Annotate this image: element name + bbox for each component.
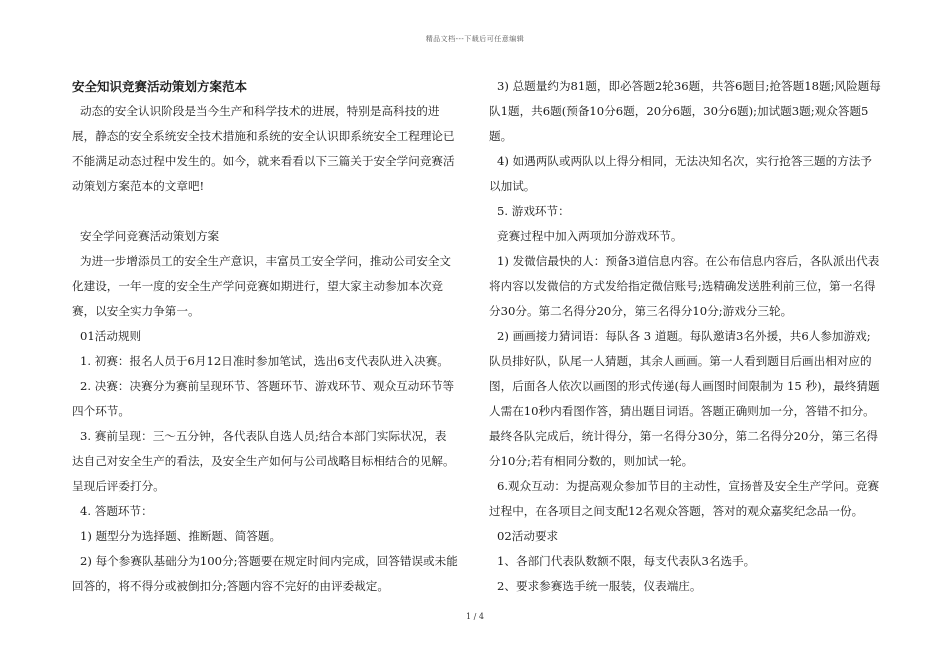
rule-5-item-2: 2) 画画接力猜词语：每队各 3 道题。每队邀请3名外援，共6人参加游戏;队员排好队，队尾一人猜题，其余人画画。第一人看到题目后画出相对应的图，后面各人依次以画图的形式传递(每人画图时间限制为 15 秒)，最终猜题人需在10秒内看图作答，猜出题目词语。答题正确则加一分，答错不扣分。最终各队完成后，统计得分，第一名得分30分，第二名得分20分，第三名得分10分;若有相同分数的，则加试一轮。 <box>489 329 880 468</box>
rule-6: 6.观众互动：为提高观众参加节目的主动性，宣扬普及安全生产学问。竞赛过程中，在各项目之间支配12名观众答题，答对的观众嘉奖纪念品一份。 <box>489 479 880 518</box>
rule-5-item-1: 1) 发微信最快的人：预备3道信息内容。在公布信息内容后，各队派出代表将内容以发微信的方式发给指定微信账号;选精确发送胜利前三位，第一名得分30分。第二名得分20分，第三名得分10分;游戏分三轮。 <box>489 254 880 318</box>
rule-2: 2. 决赛：决赛分为赛前呈现环节、答题环节、游戏环节、观众互动环节等四个环节。 <box>72 379 455 418</box>
spacer <box>72 199 458 224</box>
rule-4-item-3: 3) 总题量约为81题，即必答题2轮36题，共答6题目;抢答题18题;风险题每队1题，共6题(预备10分6题，20分6题，30分6题);加试题3题;观众答题5题。 <box>489 79 881 143</box>
page-header: 精品文档---下载后可任意编辑 <box>425 35 525 43</box>
rule-4-item-4: 4) 如遇两队或两队以上得分相同，无法决知名次，实行抢答三题的方法予以加试。 <box>489 154 872 193</box>
rule-4: 4. 答题环节： <box>80 504 153 518</box>
rule-3: 3. 赛前呈现：三～五分钟，各代表队自选人员;结合本部门实际状况，表达自己对安全生产的看法，及安全生产如何与公司战略目标相结合的见解。呈现后评委打分。 <box>72 429 455 493</box>
rule-5: 5. 游戏环节： <box>497 204 570 218</box>
document-title: 安全知识竞赛活动策划方案范本 <box>72 79 248 94</box>
left-column <box>72 74 458 599</box>
rule-4-item-1: 1) 题型分为选择题、推断题、简答题。 <box>80 529 282 543</box>
right-column <box>489 74 881 599</box>
section-01-heading: 01活动规则 <box>80 329 142 343</box>
plan-subtitle: 安全学问竞赛活动策划方案 <box>80 229 220 243</box>
section-02-heading: 02活动要求 <box>497 529 559 543</box>
intro-paragraph: 动态的安全认识阶段是当今生产和科学技术的进展，特别是高科技的进展，静态的安全系统安全技术措施和系统的安全认识即系统安全工程理论已不能满足动态过程中发生的。如今，就来看看以下三篇关于安全学问竞赛活动策划方案范本的文章吧! <box>72 104 455 193</box>
page-number: 1 / 4 <box>466 612 484 621</box>
requirement-2: 2、要求参赛选手统一服装，仪表端庄。 <box>497 579 702 593</box>
rule-5-intro: 竞赛过程中加入两项加分游戏环节。 <box>497 229 683 243</box>
requirement-1: 1、各部门代表队数额不限，每支代表队3名选手。 <box>497 554 756 568</box>
rule-1: 1. 初赛：报名人员于6月12日准时参加笔试，选出6支代表队进入决赛。 <box>80 354 449 368</box>
rule-4-item-2: 2) 每个参赛队基础分为100分;答题要在规定时间内完成，回答错误或未能回答的，将不得分或被倒扣分;答题内容不完好的由评委裁定。 <box>72 554 458 593</box>
purpose-paragraph: 为进一步增添员工的安全生产意识，丰富员工安全学问，推动公司安全文化建设，一年一度的安全生产学问竞赛如期进行，望大家主动参加本次竞赛，以安全实力争第一。 <box>72 254 452 318</box>
